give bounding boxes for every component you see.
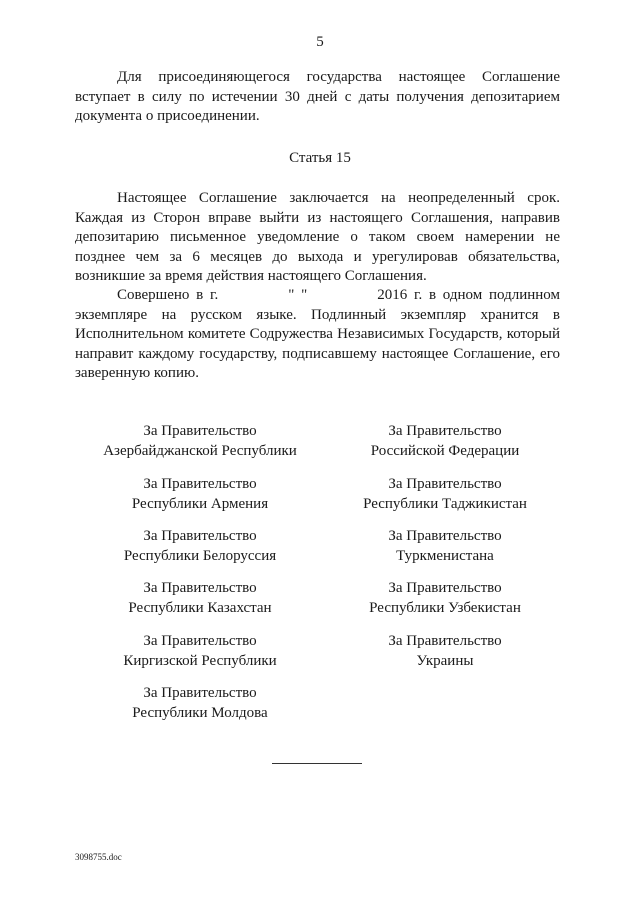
page-number: 5	[316, 34, 324, 50]
signature-line2: Республики Таджикистан	[363, 496, 527, 512]
signature-block-moldova	[75, 683, 325, 723]
signature-line2: Республики Белоруссия	[123, 548, 277, 564]
signature-block-armenia	[75, 474, 325, 514]
signature-line2: Киргизской Республики	[123, 653, 277, 669]
signature-line1: За Правительство	[388, 528, 502, 544]
paragraph-term: Настоящее Соглашение заключается на неопределенный срок. Каждая из Сторон вправе выйти из настоящего Соглашения, направив депозитарию письменное уведомление о таком своем намерении не позднее чем за 6 месяцев до выхода и урегулировав обязательства, возникшие за время действия настоящего Соглашения.	[75, 190, 560, 284]
signature-line2: Республики Молдова	[132, 705, 268, 721]
signature-line1: За Правительство	[143, 580, 257, 596]
signature-block-azerbaijan	[75, 421, 325, 461]
end-divider	[272, 763, 362, 764]
signature-line1: За Правительство	[388, 423, 502, 439]
signature-line1: За Правительство	[143, 528, 257, 544]
signature-line1: За Правительство	[143, 685, 257, 701]
date-quote-marks: " "	[288, 287, 308, 303]
signature-block-tajikistan	[320, 474, 570, 514]
footer-filename: 3098755.doc	[75, 852, 122, 862]
signature-line2: Украины	[416, 653, 474, 669]
article-title: Статья 15	[289, 150, 351, 166]
signature-line1: За Правительство	[143, 633, 257, 649]
signature-line2: Республики Армения	[131, 496, 269, 512]
signature-line1: За Правительство	[388, 580, 502, 596]
signature-line2: Республики Узбекистан	[369, 600, 521, 616]
paragraph-done-at	[75, 286, 560, 384]
year-and-text: 2016 г. в одном подлинном экземпляре на русском языке. Подлинный экземпляр хранится в Исполнительном комитете Содружества Независимых Государств, который направит каждому государству, подписавшему настоящее Соглашение, его заверенную копию.	[75, 287, 561, 381]
signature-line1: За Правительство	[388, 633, 502, 649]
signature-line1: За Правительство	[143, 423, 257, 439]
signature-line2: Азербайджанской Республики	[103, 443, 297, 459]
signature-line1: За Правительство	[388, 476, 502, 492]
signature-block-ukraine	[320, 631, 570, 671]
signature-block-uzbekistan	[320, 578, 570, 618]
paragraph-accession: Для присоединяющегося государства настоящее Соглашение вступает в силу по истечении 30 дней с даты получения депозитарием документа о присоединении.	[75, 69, 560, 124]
signature-block-kazakhstan	[75, 578, 325, 618]
signature-line2: Российской Федерации	[370, 443, 520, 459]
signature-block-turkmenistan	[320, 526, 570, 566]
signature-block-kyrgyzstan	[75, 631, 325, 671]
signature-block-belarus	[75, 526, 325, 566]
signature-line2: Республики Казахстан	[128, 600, 272, 616]
signature-line1: За Правительство	[143, 476, 257, 492]
signature-line2: Туркменистана	[396, 548, 494, 564]
signature-block-russia	[320, 421, 570, 461]
done-at-prefix: Совершено в г.	[117, 287, 219, 303]
